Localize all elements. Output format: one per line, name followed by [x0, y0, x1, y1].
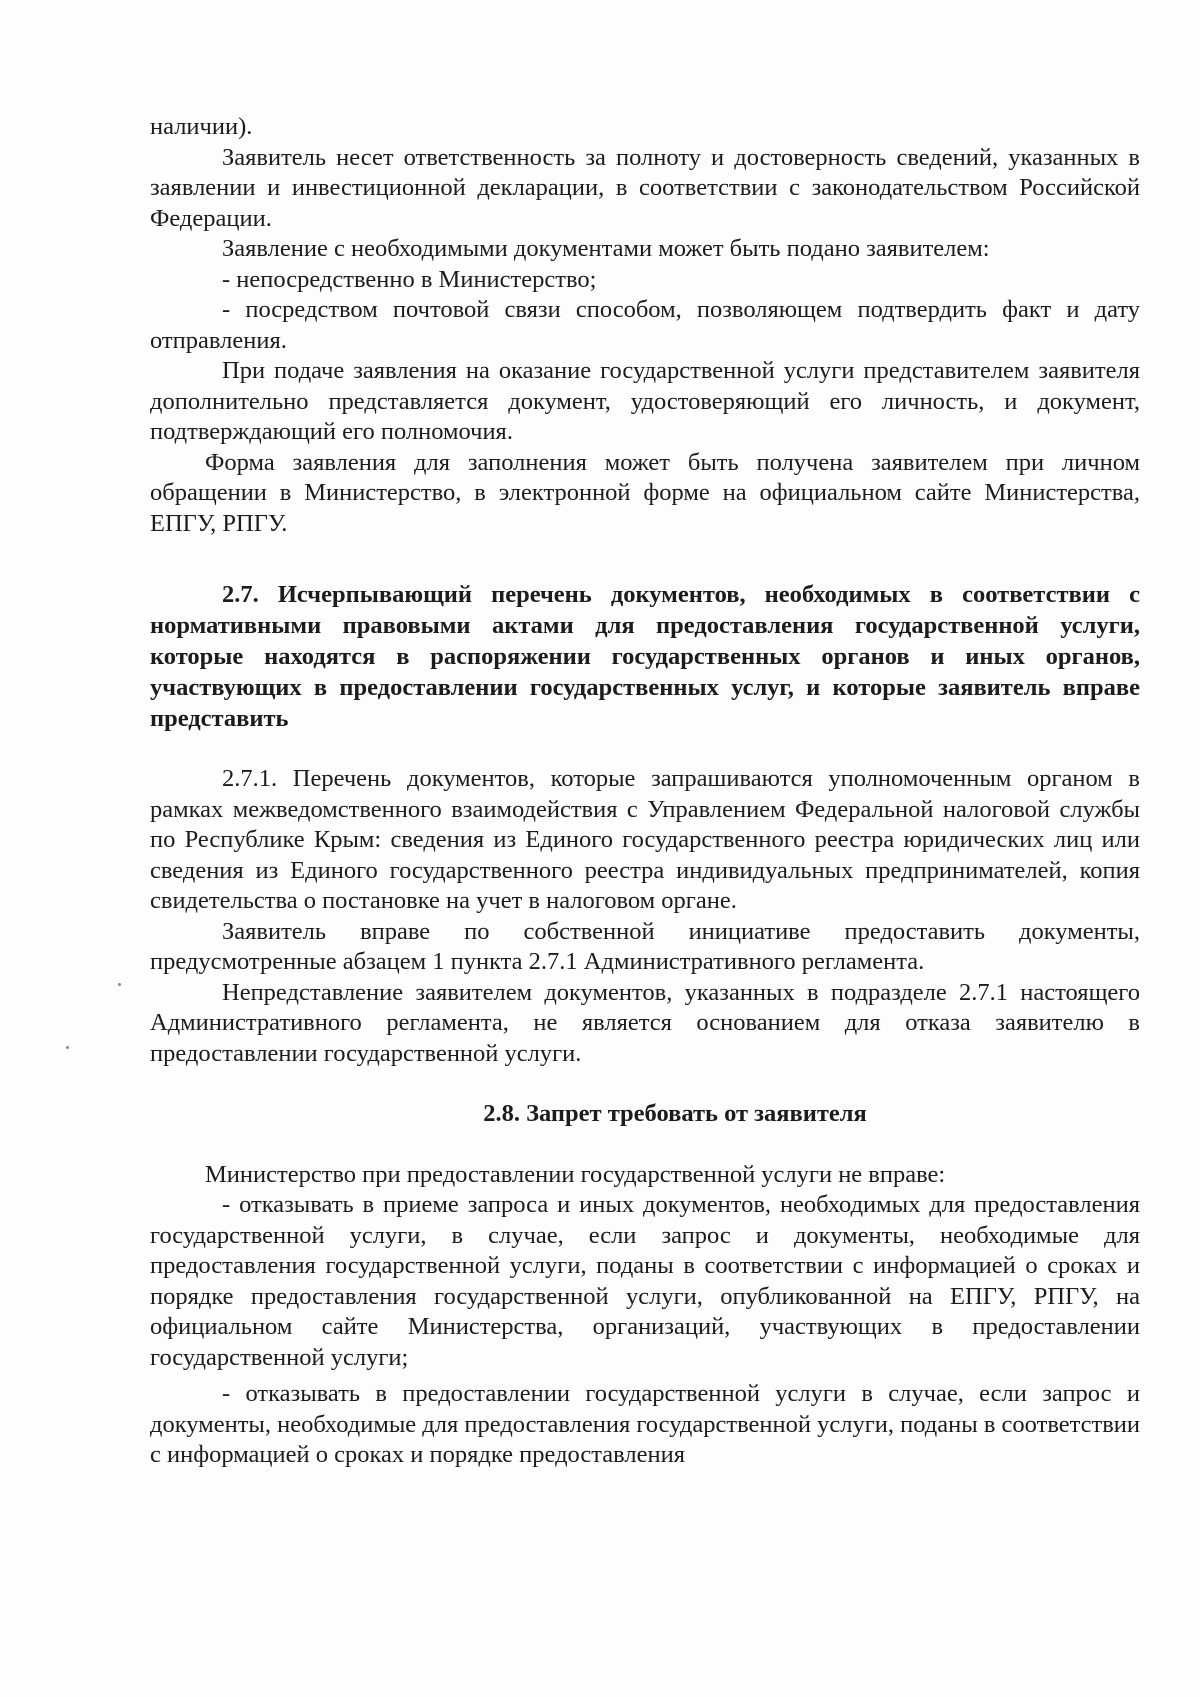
paragraph-initiative: Заявитель вправе по собственной инициативе предоставить документы, предусмотренные абзацем 1 пункта 2.7.1 Административного регламента.: [150, 917, 1140, 975]
paragraph-2-7-1: 2.7.1. Перечень документов, которые запрашиваются уполномоченным органом в рамках межведомственного взаимодействия с Управлением Федеральной налоговой службы по Республике Крым: сведения из Единого государственного реестра юридических лиц или сведения из Единого государственного реестра индивидуальных предпринимателей, копия свидетельства о постановке на учет в налоговом органе.: [150, 765, 1140, 914]
list-item-direct: - непосредственно в Министерство;: [222, 265, 597, 293]
spacer: [150, 539, 1140, 579]
list-item-postal: - посредством почтовой связи способом, позволяющем подтвердить факт и дату отправления.: [150, 296, 1140, 354]
scan-speck: [118, 983, 121, 986]
spacer: [150, 1130, 1140, 1160]
paragraph-non-submission: Непредставление заявителем документов, указанных в подразделе 2.7.1 настоящего Административного регламента, не является основанием для отказа заявителю в предоставлении государственной услуги.: [150, 978, 1140, 1067]
list-item-refuse-service: - отказывать в предоставлении государственной услуги в случае, если запрос и документы, необходимые для предоставления государственной услуги, поданы в соответствии с информацией о сроках и порядке предоставления: [150, 1380, 1140, 1468]
scan-speck: [66, 1046, 69, 1049]
spacer: [150, 1069, 1140, 1099]
paragraph-responsibility: Заявитель несет ответственность за полноту и достоверность сведений, указанных в заявлении и инвестиционной декларации, в соответствии с законодательством Российской Федерации.: [150, 143, 1140, 232]
paragraph-ministry-cannot: Министерство при предоставлении государственной услуги не вправе:: [205, 1160, 946, 1188]
document-body: [150, 112, 1140, 1471]
paragraph-form: Форма заявления для заполнения может быть получена заявителем при личном обращении в Министерство, в электронной форме на официальном сайте Министерства, ЕПГУ, РПГУ.: [150, 448, 1140, 537]
paragraph-representative: При подаче заявления на оказание государственной услуги представителем заявителя дополнительно представляется документ, удостоверяющий его личность, и документ, подтверждающий его полномочия.: [150, 357, 1140, 445]
section-heading-2-7: 2.7. Исчерпывающий перечень документов, необходимых в соответствии с нормативными правовыми актами для предоставления государственной услуги, которые находятся в распоряжении государственных органов и иных органов, участвующих в предоставлении государственных услуг, и которые заявитель вправе представить: [150, 581, 1140, 732]
list-item-refuse-acceptance: - отказывать в приеме запроса и иных документов, необходимых для предоставления государственной услуги, в случае, если запрос и документы, необходимые для предоставления государственной услуги, поданы в соответствии с информацией о сроках и порядке предоставления государственной услуги, опубликованной на ЕПГУ, РПГУ, на официальном сайте Министерства, организаций, участвующих в предоставлении государственной услуги;: [150, 1191, 1140, 1371]
paragraph-submission-intro: Заявление с необходимыми документами может быть подано заявителем:: [222, 235, 990, 262]
spacer: [150, 734, 1140, 764]
paragraph-continuation: наличии).: [150, 113, 253, 140]
section-heading-2-8: 2.8. Запрет требовать от заявителя: [483, 1100, 867, 1127]
